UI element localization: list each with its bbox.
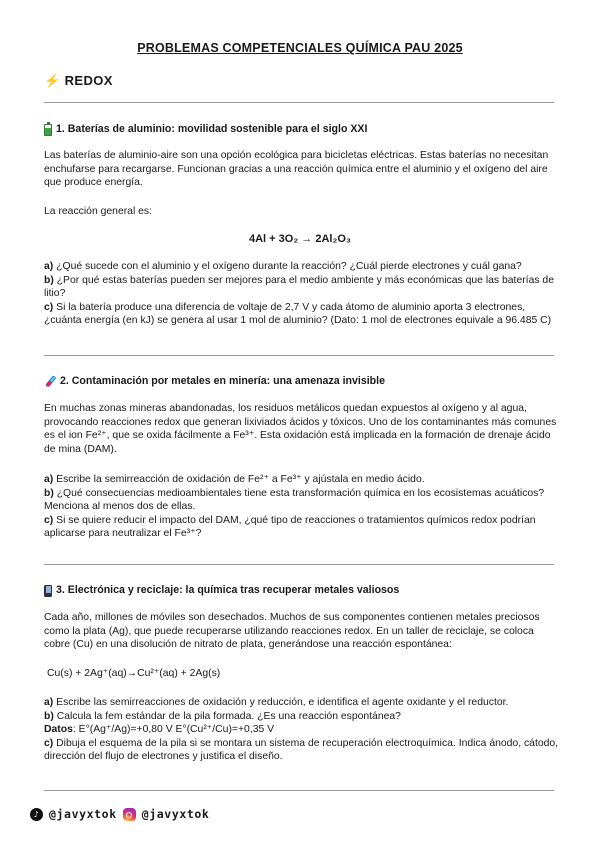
footer	[30, 808, 209, 822]
question-b: b) ¿Por qué estas baterías pueden ser mejores para el medio ambiente y más económicas que las baterías de litio?	[44, 274, 554, 300]
section-1-questions	[44, 260, 559, 328]
test-tube-icon	[44, 376, 56, 388]
divider	[44, 102, 554, 103]
question-a: a) Escribe la semirreacción de oxidación de Fe²⁺ a Fe³⁺ y ajústala en medio ácido.	[44, 474, 425, 485]
section-1-intro: Las baterías de aluminio-aire son una opción ecológica para bicicletas eléctricas. Estas baterías no necesitan enchufarse para recargarse. Funcionan gracias a una reacción química entre el aluminio y el oxígeno del aire que produce energía.	[44, 150, 549, 189]
section-3-equation: Cu(s) + 2Ag⁺(aq)→Cu²⁺(aq) + 2Ag(s)	[47, 668, 221, 679]
lightning-icon: ⚡	[44, 73, 61, 88]
tiktok-handle[interactable]: @javyxtok	[49, 807, 117, 821]
section-3-intro: Cada año, millones de móviles son desechados. Muchos de sus componentes contienen metales preciosos como la plata (Ag), que puede recuperarse utilizando reacciones redox. En un taller de reciclaje, se coloca cobre (Cu) en una disolución de nitrato de plata, generándose una reacción espontánea:	[44, 612, 540, 651]
instagram-handle[interactable]: @javyxtok	[141, 807, 210, 821]
section-1-equation: 4Al + 3O₂ → 2Al₂O₃	[249, 233, 351, 245]
section-3-questions	[44, 696, 559, 764]
page-title: PROBLEMAS COMPETENCIALES QUÍMICA PAU 2025	[137, 41, 463, 55]
instagram-icon	[123, 808, 136, 821]
divider	[44, 564, 554, 565]
divider	[44, 790, 554, 791]
subject-heading	[44, 74, 113, 88]
data-line: Datos: E°(Ag⁺/Ag)=+0,80 V E°(Cu²⁺/Cu)=+0,35 V	[44, 724, 275, 736]
section-3-title: 3. Electrónica y reciclaje: la química tras recuperar metales valiosos	[56, 584, 400, 596]
subject-label: REDOX	[64, 73, 113, 88]
question-c: c) Si se quiere reducir el impacto del DAM, ¿qué tipo de reacciones o tratamientos químicos redox podrían aplicarse para neutralizar el Fe³⁺?	[44, 514, 536, 540]
section-3-heading	[44, 584, 399, 598]
divider	[44, 355, 554, 356]
section-2-heading	[44, 375, 385, 389]
section-1-reaction-label: La reacción general es:	[44, 206, 153, 217]
section-2-questions	[44, 473, 559, 541]
question-a: a) Escribe las semirreacciones de oxidación y reducción, e identifica el agente oxidante y el reductor.	[44, 697, 509, 708]
section-1-heading	[44, 123, 367, 137]
question-c: c) Dibuja el esquema de la pila si se montara un sistema de recuperación electroquímica. Indica ánodo, cátodo, dirección del flujo de electrones y justifica el diseño.	[44, 737, 559, 763]
question-c: c) Si la batería produce una diferencia de voltaje de 2,7 V y cada átomo de aluminio aporta 3 electrones, ¿cuánta energía (en kJ) se genera al usar 1 mol de aluminio? (Dato: 1 mol de electrones equivale a 96.485 C)	[44, 301, 552, 327]
tiktok-icon: ♪	[30, 808, 43, 821]
section-2-title: 2. Contaminación por metales en minería: una amenaza invisible	[60, 375, 385, 387]
question-a: a) ¿Qué sucede con el aluminio y el oxígeno durante la reacción? ¿Cuál pierde electrones y cuál gana?	[44, 261, 522, 272]
battery-icon	[44, 124, 52, 136]
question-b: b) Calcula la fem estándar de la pila formada. ¿Es una reacción espontánea?	[44, 710, 401, 722]
section-1-title: 1. Baterías de aluminio: movilidad sostenible para el siglo XXI	[56, 123, 368, 135]
mobile-phone-icon	[44, 585, 52, 597]
question-b: b) ¿Qué consecuencias medioambientales tiene esta transformación química en los ecosistemas acuáticos? Menciona al menos dos de ellas.	[44, 487, 545, 513]
section-2-intro: En muchas zonas mineras abandonadas, los residuos metálicos quedan expuestos al oxígeno y al agua, provocando reacciones redox que generan lixiviados ácidos y tóxicos. Uno de los contaminantes más comunes es el ion Fe²⁺, que se oxida fácilmente a Fe³⁺. Esta oxidación está implicada en la formación de drenaje ácido de mina (DAM).	[44, 403, 557, 455]
